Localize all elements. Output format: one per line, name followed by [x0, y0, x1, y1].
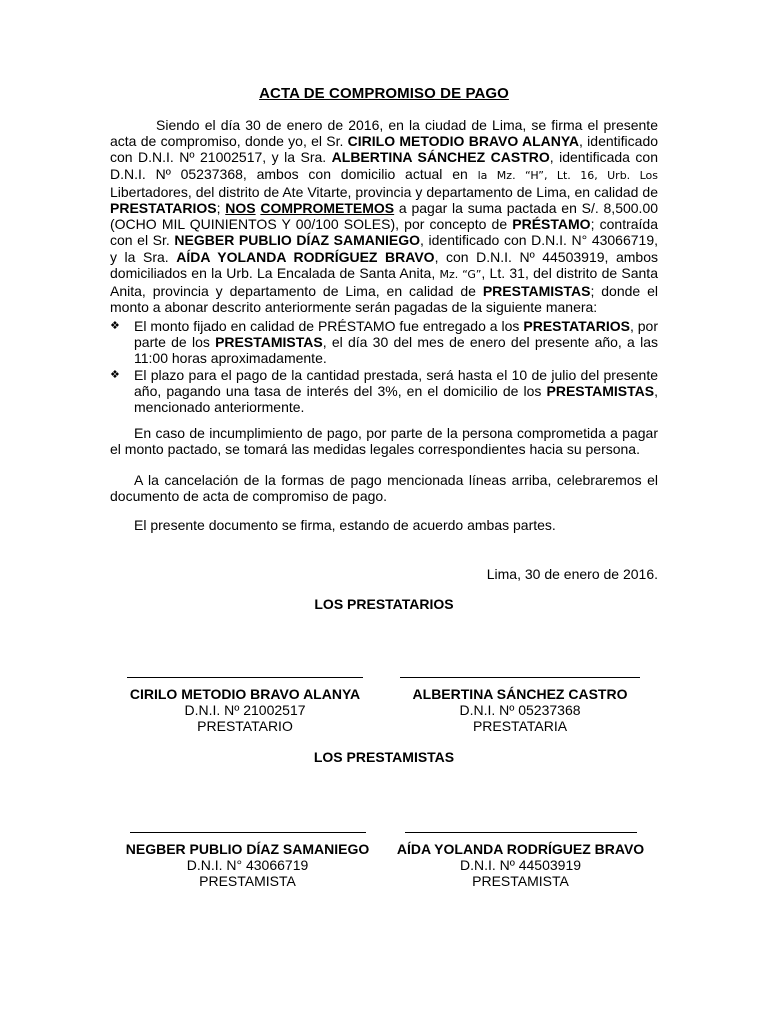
list-item-text: El plazo para el pago de la cantidad prestada, será hasta el 10 de julio del presente año, pagando una tasa de interés del 3%, en el domicilio de los: [134, 366, 658, 399]
signatory-role: PRESTATARIA: [472, 718, 568, 735]
intro-text: Siendo el día 30 de enero de 2016, en la ciudad de Lima, se firma el presente acta de compromiso, donde yo, el Sr.: [110, 117, 658, 150]
payment-conditions-list: [110, 318, 658, 415]
paragraph-text: El presente documento se firma, estando de acuerdo ambas partes.: [134, 517, 556, 533]
signature-block: [110, 832, 385, 890]
lender-name: NEGBER PUBLIO DÍAZ SAMANIEGO: [174, 232, 421, 249]
intro-text: ;: [216, 200, 226, 217]
signature-block: [110, 677, 380, 735]
intro-text: , Lt. 31, del distrito de Santa Anita, provincia y departamento de Lima, en calidad de: [110, 264, 658, 300]
diamond-bullet-icon: ❖: [110, 367, 120, 381]
place-and-date: Lima, 30 de enero de 2016.: [486, 566, 658, 582]
signatory-name: AÍDA YOLANDA RODRÍGUEZ BRAVO: [396, 841, 645, 857]
intro-text: a pagar la suma pactada en S/. 8,500.00 (OCHO MIL QUINIENTOS Y 00/100 SOLES), por concepto de: [110, 200, 659, 233]
signature-block: [393, 832, 648, 890]
agreement-paragraph: [110, 517, 658, 533]
signature-line: [405, 832, 637, 833]
borrower-name: ALBERTINA SÁNCHEZ CASTRO: [331, 149, 550, 166]
list-item: [110, 318, 658, 367]
signature-line: [130, 832, 366, 833]
signature-line: [127, 677, 363, 678]
intro-text: , identificado con D.N.I. N° 43066719, y la Sra.: [110, 232, 658, 265]
lender-address: Mz. “G”: [439, 267, 482, 281]
role-term: PRESTAMISTAS: [546, 382, 655, 399]
signatory-dni: D.N.I. Nº 21002517: [184, 702, 306, 719]
signature-block: [400, 677, 640, 735]
commitment-term: NOS: [225, 200, 256, 217]
signatory-role: PRESTAMISTA: [472, 873, 569, 890]
list-item-text: , por parte de los: [134, 318, 658, 351]
signatory-name: CIRILO METODIO BRAVO ALANYA: [129, 686, 361, 702]
intro-text: ; donde el monto a abonar descrito anteriormente serán pagadas de la siguiente manera:: [110, 283, 658, 316]
lenders-heading: LOS PRESTAMISTAS: [313, 749, 455, 765]
list-item-text: , mencionado anteriormente.: [134, 382, 658, 416]
list-item-text: El monto fijado en calidad de PRÉSTAMO fue entregado a los: [134, 318, 524, 334]
signatory-role: PRESTATARIO: [197, 718, 293, 735]
role-term: PRESTATARIOS: [110, 200, 217, 217]
role-term: PRESTAMISTAS: [482, 283, 591, 300]
cancellation-paragraph: [110, 472, 658, 504]
intro-text: ; contraída con el Sr.: [110, 216, 658, 249]
list-item: [110, 367, 658, 416]
signature-line: [400, 677, 640, 678]
breach-paragraph: [110, 425, 658, 457]
list-item-text: , el día 30 del mes de enero del presente año, a las 11:00 horas aproximadamente.: [134, 334, 658, 367]
concept-term: PRÉSTAMO: [512, 216, 591, 233]
lender-name: AÍDA YOLANDA RODRÍGUEZ BRAVO: [176, 248, 435, 265]
intro-text: , identificado con D.N.I. Nº 21002517, y la Sra.: [110, 133, 659, 166]
commitment-term: COMPROMETEMOS: [260, 200, 395, 217]
borrowers-heading: LOS PRESTATARIOS: [314, 596, 454, 612]
intro-text: Libertadores, del distrito de Ate Vitarte, provincia y departamento de Lima, en calidad de: [110, 183, 658, 200]
intro-text: , con D.N.I. Nº 44503919, ambos domiciliados en la Urb. La Encalada de Santa Anita,: [110, 248, 658, 281]
borrower-address: la Mz. “H”, Lt. 16, Urb. Los: [477, 168, 658, 182]
role-term: PRESTATARIOS: [523, 318, 630, 334]
diamond-bullet-icon: ❖: [110, 319, 120, 332]
paragraph-text: A la cancelación de la formas de pago mencionada líneas arriba, celebraremos el documento de acta de compromiso de pago.: [110, 472, 658, 505]
signatory-name: NEGBER PUBLIO DÍAZ SAMANIEGO: [125, 841, 370, 857]
intro-text: , identificada con D.N.I. Nº 05237368, ambos con domicilio actual en: [110, 149, 658, 182]
role-term: PRESTAMISTAS: [215, 334, 323, 351]
signatory-dni: D.N.I. N° 43066719: [186, 857, 309, 874]
paragraph-text: En caso de incumplimiento de pago, por parte de la persona comprometida a pagar el monto pactado, se tomará las medidas legales correspondientes hacia su persona.: [110, 425, 658, 458]
signatory-name: ALBERTINA SÁNCHEZ CASTRO: [412, 686, 628, 702]
borrower-name: CIRILO METODIO BRAVO ALANYA: [347, 133, 580, 150]
signatory-role: PRESTAMISTA: [199, 873, 296, 890]
signatory-dni: D.N.I. Nº 44503919: [459, 857, 582, 874]
signatory-dni: D.N.I. Nº 05237368: [459, 702, 581, 719]
document-title: ACTA DE COMPROMISO DE PAGO: [259, 85, 509, 102]
intro-paragraph: [110, 117, 658, 315]
